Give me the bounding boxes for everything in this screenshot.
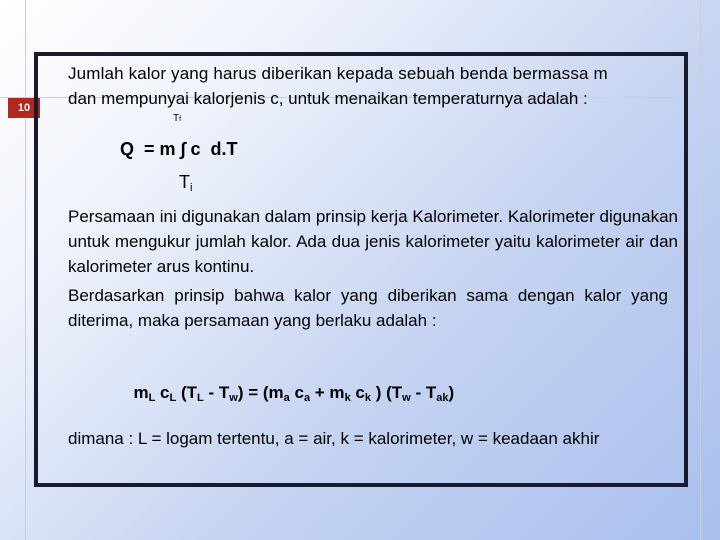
slide-number: 10 xyxy=(8,98,40,118)
integral-upper-limit: Tf xyxy=(173,113,182,124)
legend-text: dimana : L = logam tertentu, a = air, k = kalorimeter, w = keadaan akhir xyxy=(68,429,600,448)
intro-line-1: Jumlah kalor yang harus diberikan kepada sebuah benda bermassa m xyxy=(68,64,608,83)
integral-formula: Q = m ∫ c d.T xyxy=(120,139,238,159)
decor-vertical-line xyxy=(25,0,26,540)
paragraph-kalorimeter: Persamaan ini digunakan dalam prinsip kerja Kalorimeter. Kalorimeter digunakan untuk mengukur jumlah kalor. Ada dua jenis kalorimeter yaitu kalorimeter air dan kalorimeter arus kontinu. xyxy=(68,207,678,276)
decor-vertical-line-right xyxy=(700,0,701,540)
paragraph-prinsip: Berdasarkan prinsip bahwa kalor yang diberikan sama dengan kalor yang diterima, maka persamaan yang berlaku adalah : xyxy=(68,286,668,330)
intro-line-2: dan mempunyai kalorjenis c, untuk menaikan temperaturnya adalah : xyxy=(68,89,588,108)
integral-lower-limit: $T_i$ xyxy=(179,172,193,194)
calorimeter-equation: $m_L$ $c_L$ $(T_L - T_w) = (m_a$ $c_a + m_k$ $c_k$ ) $(T_w - T_{ak})$ xyxy=(133,383,455,404)
